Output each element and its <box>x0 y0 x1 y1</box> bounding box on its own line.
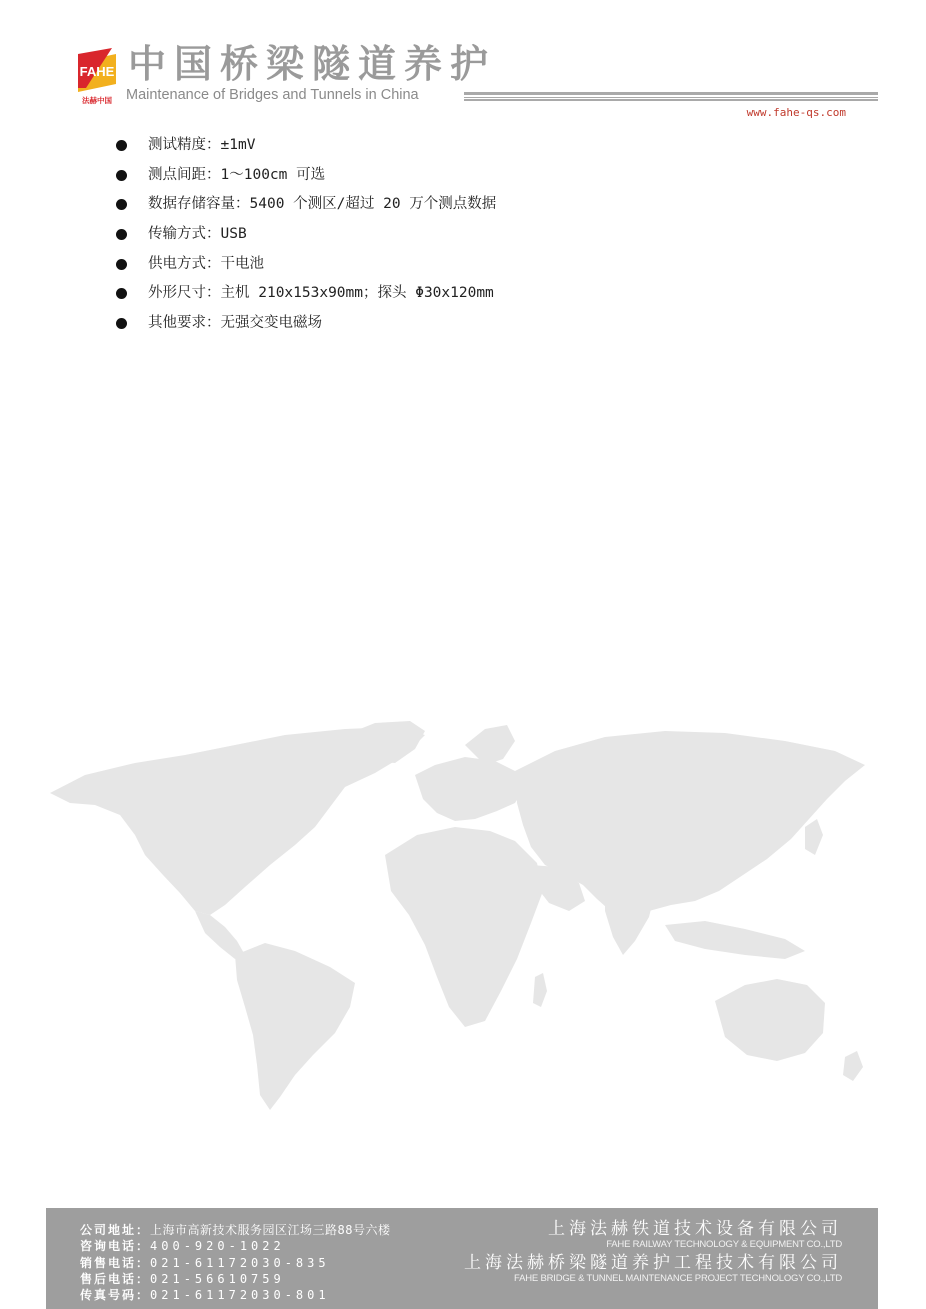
contact-value: 400-920-1022 <box>150 1239 285 1254</box>
bullet-icon <box>116 199 127 210</box>
contact-info <box>80 1222 390 1303</box>
company-name-en: FAHE RAILWAY TECHNOLOGY & EQUIPMENT CO.,LTD <box>606 1239 842 1250</box>
spec-text: 测试精度：±1mV <box>148 137 256 153</box>
page-header <box>76 40 880 110</box>
contact-row <box>80 1271 390 1287</box>
page-footer <box>46 1208 878 1309</box>
contact-value: 021-56610759 <box>150 1271 285 1286</box>
spec-item <box>114 133 496 163</box>
contact-value: 021-61172030-801 <box>150 1288 330 1303</box>
spec-item <box>114 192 496 222</box>
fahe-logo-icon <box>76 44 118 106</box>
contact-row <box>80 1287 390 1303</box>
bullet-icon <box>116 140 127 151</box>
header-rule <box>464 99 878 101</box>
contact-value: 021-61172030-835 <box>150 1255 330 1270</box>
spec-item <box>114 222 496 252</box>
company-block <box>464 1220 842 1251</box>
website-link[interactable]: www.fahe-qs.com <box>746 106 846 119</box>
spec-item <box>114 163 496 193</box>
company-block <box>464 1254 842 1285</box>
company-name-cn: 上海法赫桥梁隧道养护工程技术有限公司 <box>464 1253 842 1273</box>
spec-text: 传输方式：USB <box>148 226 247 243</box>
spec-item <box>114 311 496 341</box>
header-rule <box>464 97 878 98</box>
spec-text: 测点间距：1～100cm 可选 <box>148 166 326 183</box>
spec-text: 其他要求：无强交变电磁场 <box>148 315 322 332</box>
spec-text: 供电方式：干电池 <box>148 255 264 272</box>
bullet-icon <box>116 259 127 270</box>
bullet-icon <box>116 288 127 299</box>
contact-label: 售后电话： <box>80 1271 151 1286</box>
company-name-cn: 上海法赫铁道技术设备有限公司 <box>548 1219 842 1239</box>
bullet-icon <box>116 170 127 181</box>
spec-list <box>114 133 496 341</box>
spec-item <box>114 252 496 282</box>
contact-row <box>80 1222 390 1238</box>
contact-row <box>80 1255 390 1271</box>
spec-text: 外形尺寸：主机 210x153x90mm；探头 Φ30x120mm <box>148 285 494 302</box>
contact-row <box>80 1238 390 1254</box>
bullet-icon <box>116 229 127 240</box>
svg-text:法赫中国: 法赫中国 <box>82 96 112 105</box>
contact-label: 销售电话： <box>80 1255 151 1270</box>
world-map-icon <box>45 715 885 1125</box>
company-name-en: FAHE BRIDGE & TUNNEL MAINTENANCE PROJECT TECHNOLOGY CO.,LTD <box>514 1273 842 1284</box>
company-info <box>464 1220 842 1288</box>
header-rule <box>464 92 878 95</box>
header-title-cn: 中国桥梁隧道养护 <box>128 42 497 86</box>
contact-label: 公司地址： <box>80 1223 151 1237</box>
header-title-en: Maintenance of Bridges and Tunnels in China <box>126 87 419 103</box>
contact-label: 咨询电话： <box>80 1239 151 1254</box>
spec-text: 数据存储容量：5400 个测区/超过 20 万个测点数据 <box>148 196 497 213</box>
bullet-icon <box>116 318 127 329</box>
svg-text:FAHE: FAHE <box>79 64 115 79</box>
contact-value: 上海市高新技术服务园区江场三路88号六楼 <box>150 1223 391 1237</box>
contact-label: 传真号码： <box>80 1288 151 1303</box>
spec-item <box>114 281 496 311</box>
